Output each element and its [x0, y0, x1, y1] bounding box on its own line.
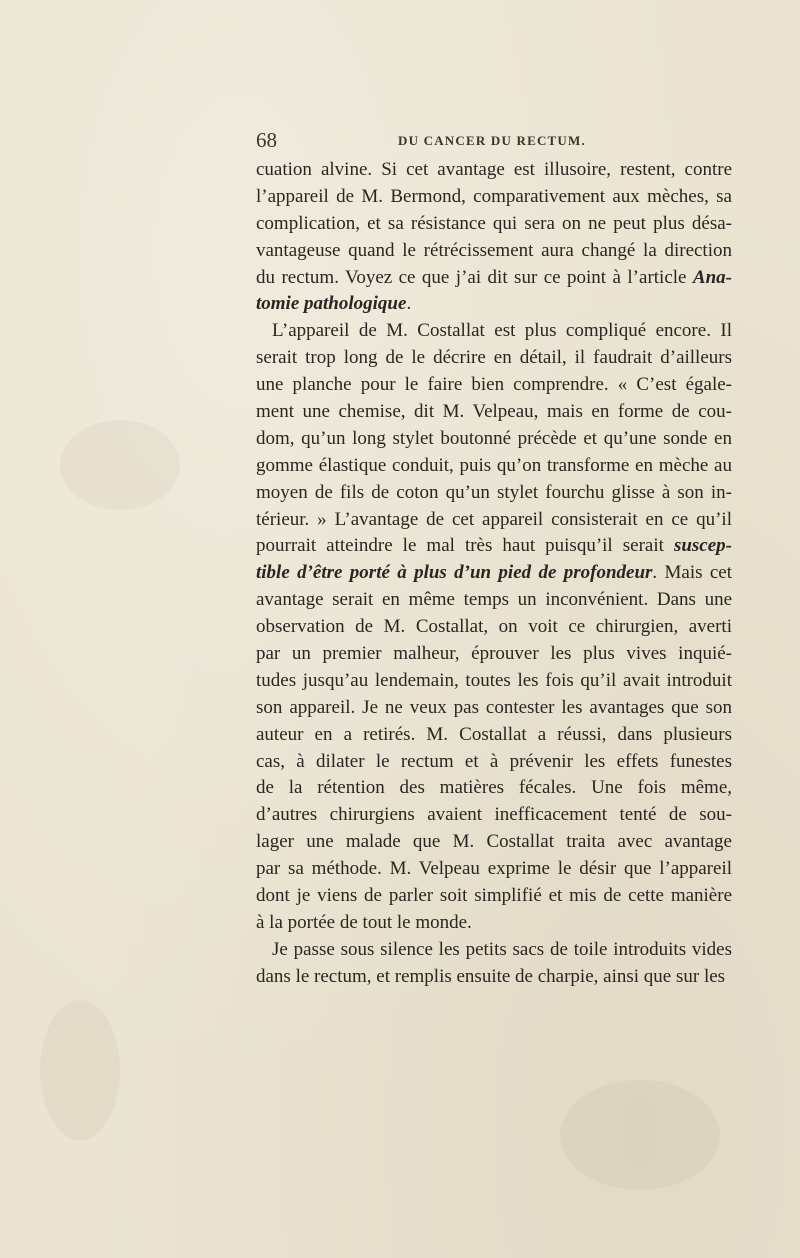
line-text: par un premier malheur, éprouver les plus vives inquié-	[256, 643, 732, 665]
text-line	[256, 238, 732, 265]
text-line	[256, 291, 732, 318]
line-text: par sa méthode. M. Velpeau exprime le désir que l’appareil	[256, 858, 732, 880]
text-line	[256, 829, 732, 856]
line-text: dom, qu’un long stylet boutonné précède et qu’une sonde en	[256, 427, 732, 449]
text-line	[256, 157, 732, 184]
italic-text: tomie pathologique	[256, 293, 407, 315]
text-line	[256, 399, 732, 426]
text-line	[256, 668, 732, 695]
line-text: dont je viens de parler soit simplifié et mis de cette manière	[256, 885, 732, 907]
line-text: serait trop long de le décrire en détail, il faudrait d’ailleurs	[256, 347, 732, 369]
paper-stain	[560, 1080, 720, 1190]
line-text: avantage serait en même temps un inconvénient. Dans une	[256, 589, 732, 611]
text-line	[256, 318, 732, 345]
page-number: 68	[256, 128, 277, 152]
text-line	[256, 587, 732, 614]
text-line	[256, 856, 732, 883]
text-line	[256, 211, 732, 238]
text-line	[256, 265, 732, 292]
text-line	[256, 937, 732, 964]
line-text: térieur. » L’avantage de cet appareil consisterait en ce qu’il	[256, 508, 732, 530]
line-text: gomme élastique conduit, puis qu’on transforme en mèche au	[256, 454, 732, 476]
line-text: .	[406, 293, 412, 315]
line-text: une planche pour le faire bien comprendre. « C’est égale-	[256, 374, 732, 396]
text-line	[256, 507, 732, 534]
paper-stain	[60, 420, 180, 510]
line-text: ment une chemise, dit M. Velpeau, mais en forme de cou-	[256, 401, 732, 423]
text-line	[256, 560, 732, 587]
line-text: d’autres chirurgiens avaient inefficacement tenté de sou-	[256, 804, 732, 826]
line-text: l’appareil de M. Bermond, comparativement aux mèches, sa	[256, 185, 732, 207]
text-line	[256, 722, 732, 749]
text-line	[256, 426, 732, 453]
line-text: cas, à dilater le rectum et à prévenir les effets funestes	[256, 750, 732, 772]
italic-text: tible d’être porté à plus d’un pied de profondeur	[256, 562, 653, 584]
text-line	[256, 533, 732, 560]
text-line	[256, 802, 732, 829]
text-line	[256, 480, 732, 507]
body-text	[256, 157, 732, 991]
line-text: Je passe sous silence les petits sacs de toile introduits vides	[272, 938, 732, 960]
line-text: tudes jusqu’au lendemain, toutes les fois qu’il avait introduit	[256, 669, 732, 691]
line-text: auteur en a retirés. M. Costallat a réussi, dans plusieurs	[256, 723, 732, 745]
text-line	[256, 641, 732, 668]
text-line	[256, 695, 732, 722]
text-line	[256, 964, 732, 991]
italic-text: suscep-	[673, 535, 732, 557]
paper-stain	[40, 1000, 120, 1140]
text-line	[256, 910, 732, 937]
page-header	[256, 128, 736, 152]
line-text: L’appareil de M. Costallat est plus compliqué encore. Il	[272, 320, 732, 342]
line-text: . Mais cet	[652, 562, 732, 584]
running-head: DU CANCER DU RECTUM.	[398, 133, 586, 148]
line-text: dans le rectum, et remplis ensuite de charpie, ainsi que sur les	[256, 965, 726, 987]
line-text: à la portée de tout le monde.	[256, 911, 472, 933]
text-line	[256, 614, 732, 641]
line-text: complication, et sa résistance qui sera on ne peut plus désa-	[256, 212, 732, 234]
text-line	[256, 749, 732, 776]
text-line	[256, 453, 732, 480]
text-line	[256, 883, 732, 910]
text-line	[256, 345, 732, 372]
italic-text: Ana-	[692, 266, 732, 288]
text-line	[256, 372, 732, 399]
line-text: cuation alvine. Si cet avantage est illusoire, restent, contre	[256, 159, 732, 180]
line-text: de la rétention des matières fécales. Une fois même,	[256, 777, 732, 799]
line-text: pourrait atteindre le mal très haut puisqu’il serait	[256, 535, 674, 557]
line-text: observation de M. Costallat, on voit ce chirurgien, averti	[256, 616, 732, 638]
line-text: son appareil. Je ne veux pas contester les avantages que son	[256, 696, 732, 718]
line-text: lager une malade que M. Costallat traita avec avantage	[256, 831, 732, 853]
line-text: moyen de fils de coton qu’un stylet fourchu glisse à son in-	[256, 481, 732, 503]
text-line	[256, 775, 732, 802]
line-text: du rectum. Voyez ce que j’ai dit sur ce point à l’article	[256, 266, 693, 288]
text-line	[256, 184, 732, 211]
line-text: vantageuse quand le rétrécissement aura changé la direction	[256, 239, 732, 261]
